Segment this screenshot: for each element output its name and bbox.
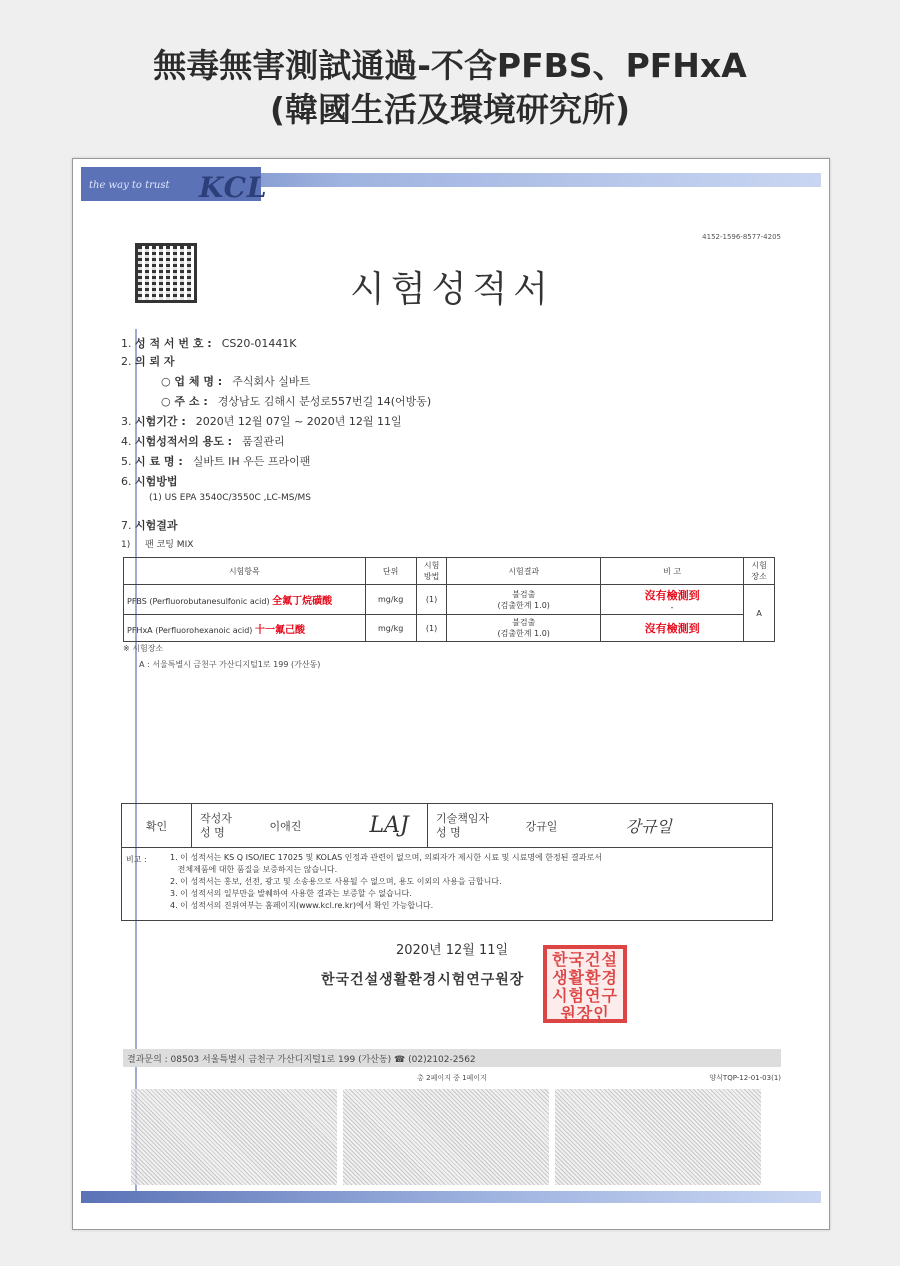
tech-manager-name: 강규일	[518, 804, 618, 848]
page-heading	[0, 44, 900, 132]
test-place-a: A : 서울특별시 금천구 가산디지털1로 199 (가산동)	[139, 660, 321, 669]
remarks-label: 비고 :	[126, 855, 147, 864]
header-result: 시험결과	[447, 558, 601, 585]
remarks-list	[170, 852, 602, 912]
result-table	[123, 557, 775, 642]
row-item-chinese: 十一氟己酸	[254, 624, 305, 636]
kcl-logo: KCL	[199, 171, 268, 204]
tech-manager-signature: 강규일	[618, 804, 773, 848]
row-result: 불검출 (검출한계 1.0)	[447, 585, 601, 615]
header-place: 시험 장소	[744, 558, 775, 585]
field-sample-part: 1) 팬 코팅 MIX	[121, 540, 194, 550]
document-number: 4152-1596-8577-4205	[702, 233, 781, 241]
row-item-chinese: 全氟丁烷磺酸	[272, 596, 333, 607]
header-method: 시험 방법	[416, 558, 447, 585]
remark-item: 2. 이 성적서는 홍보, 선전, 광고 및 소송용으로 사용될 수 없으며, 용도 이외의 사용을 금합니다.	[170, 877, 502, 886]
official-seal: 한국건설 생활환경 시험연구 원장인	[543, 945, 627, 1023]
row-method: (1)	[416, 615, 447, 642]
field-method-detail: (1) US EPA 3540C/3550C ,LC-MS/MS	[149, 493, 311, 503]
remark-item: 1. 이 성적서는 KS Q ISO/IEC 17025 및 KOLAS 인정과 관련이 없으며, 의뢰자가 제시한 시료 및 시료명에 한정된 결과로서	[170, 853, 602, 862]
form-number: 양식TQP-12-01-03(1)	[709, 1074, 781, 1082]
field-test-method: 6. 시험방법	[121, 475, 178, 488]
confirm-label: 확인	[122, 804, 192, 848]
test-report-sheet	[72, 158, 830, 1230]
header-item: 시험항목	[124, 558, 366, 585]
header-unit: 단위	[365, 558, 416, 585]
issue-date: 2020년 12월 11일	[395, 943, 509, 958]
row-unit: mg/kg	[365, 585, 416, 615]
table-row	[124, 585, 775, 615]
field-company: ○ 업 체 명 : 주식회사 실바트	[161, 375, 311, 388]
signature-table	[121, 803, 773, 848]
row-result: 불검출 (검출한계 1.0)	[447, 615, 601, 642]
institute-name: 한국건설생활환경시험연구원장	[321, 972, 525, 988]
field-address: ○ 주 소 : 경상남도 김해시 분성로557번길 14(어방동)	[161, 395, 432, 408]
bottom-color-bar	[81, 1191, 821, 1203]
row-remark: 沒有檢測到 -	[600, 585, 743, 615]
security-pattern	[343, 1089, 549, 1185]
table-row	[124, 615, 775, 642]
writer-signature: LAJ	[362, 804, 428, 848]
row-item: PFBS (Perfluorobutanesulfonic acid) 全氟丁烷磺酸	[124, 585, 366, 615]
field-client: 2. 의 뢰 자	[121, 355, 175, 368]
logo-slogan: the way to trust	[89, 180, 170, 191]
writer-name: 이애진	[262, 804, 362, 848]
test-place-title: ※ 시험장소	[123, 644, 164, 653]
field-test-result: 7. 시험결과	[121, 519, 178, 532]
remark-item: 3. 이 성적서의 일부만을 발췌하여 사용한 결과는 보증할 수 없습니다.	[170, 889, 412, 898]
remark-item: 전체제품에 대한 품질을 보증하지는 않습니다.	[170, 865, 338, 874]
heading-line-1: 無毒無害測試通過-不含PFBS、PFHxA	[153, 46, 747, 85]
security-pattern	[131, 1089, 337, 1185]
footer-contact: 결과문의 : 08503 서울특별시 금천구 가산디지털1로 199 (가산동) ☎ (02)2102-2562	[127, 1055, 476, 1065]
field-test-period: 3. 시험기간 : 2020년 12월 07일 ~ 2020년 12월 11일	[121, 415, 402, 428]
header-remark: 비 고	[600, 558, 743, 585]
row-remark: 沒有檢測到	[600, 615, 743, 642]
tech-manager-label: 기술책임자 성 명	[428, 804, 518, 848]
field-report-number: 1. 성 적 서 번 호 : CS20-01441K	[121, 337, 297, 350]
remarks-box	[121, 847, 773, 921]
security-pattern	[555, 1089, 761, 1185]
writer-label: 작성자 성 명	[192, 804, 262, 848]
row-method: (1)	[416, 585, 447, 615]
heading-line-2: (韓國生活及環境研究所)	[269, 90, 631, 129]
row-item: PFHxA (Perfluorohexanoic acid) 十一氟己酸	[124, 615, 366, 642]
field-purpose: 4. 시험성적서의 용도 : 품질관리	[121, 435, 285, 448]
page-count: 총 2페이지 중 1페이지	[417, 1074, 487, 1082]
document-title: 시험성적서	[350, 269, 554, 310]
remark-item: 4. 이 성적서의 진위여부는 홈페이지(www.kcl.re.kr)에서 확인 가능합니다.	[170, 901, 434, 910]
row-unit: mg/kg	[365, 615, 416, 642]
row-place: A	[744, 585, 775, 642]
table-header-row	[124, 558, 775, 585]
field-sample-name: 5. 시 료 명 : 실바트 IH 우든 프라이팬	[121, 455, 311, 468]
